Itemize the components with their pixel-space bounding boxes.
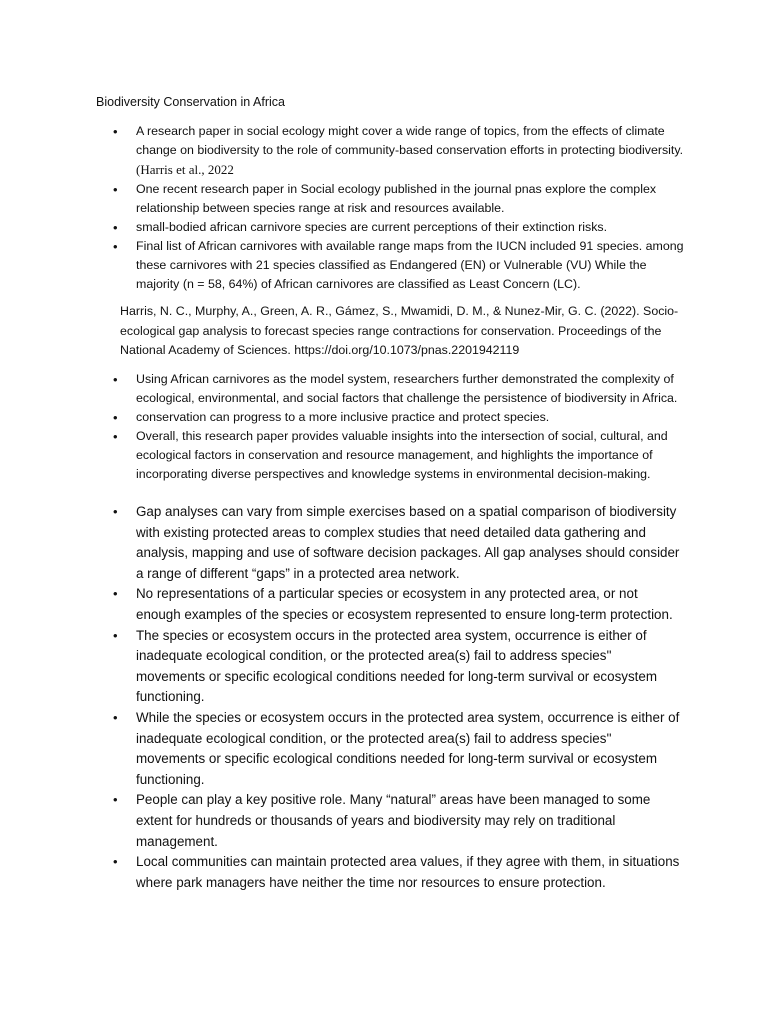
list-item-text: Local communities can maintain protected area values, if they agree with them, in situations where park managers have neither the time nor resources to ensure protection. <box>136 854 680 890</box>
list-item <box>0 626 684 708</box>
bullet-icon: • <box>113 182 118 197</box>
list-item <box>0 180 684 218</box>
list-item <box>0 408 684 427</box>
bullet-icon: • <box>113 709 118 725</box>
list-item <box>0 122 684 180</box>
list-item-text: Overall, this research paper provides valuable insights into the intersection of social, cultural, and ecological factors in conservation and resource management, and highlights the importance of incorporating diverse perspectives and knowledge systems in environmental decision-making. <box>136 429 668 481</box>
inline-citation: (Harris et al., 2022 <box>136 162 234 177</box>
list-item <box>0 708 684 790</box>
bullet-icon: • <box>113 586 118 602</box>
list-item-text: People can play a key positive role. Many “natural” areas have been managed to some extent for hundreds or thousands of years and biodiversity may rely on traditional management. <box>136 792 651 849</box>
list-item <box>0 370 684 408</box>
bullet-icon: • <box>113 372 118 387</box>
list-item-text: Gap analyses can vary from simple exercises based on a spatial comparison of biodiversity with existing protected areas to complex studies that need detailed data gathering and analysis, mapping and use of software decision packages. All gap analyses should consider a range of different “gaps” in a protected area network. <box>136 504 680 581</box>
list-item <box>0 427 684 484</box>
bullet-list-gap-analysis <box>0 502 684 893</box>
document-title: Biodiversity Conservation in Africa <box>96 95 285 109</box>
bullet-icon: • <box>113 792 118 808</box>
list-item-text: Using African carnivores as the model system, researchers further demonstrated the complexity of ecological, environmental, and social factors that challenge the persistence of biodiversity in Africa. <box>136 372 678 405</box>
list-item <box>0 852 684 893</box>
bullet-icon: • <box>113 504 118 519</box>
list-item-text: No representations of a particular species or ecosystem in any protected area, or not enough examples of the species or ecosystem represented to ensure long-term protection. <box>136 586 673 622</box>
list-item-text: small-bodied african carnivore species are current perceptions of their extinction risks. <box>136 220 608 234</box>
reference-citation: Harris, N. C., Murphy, A., Green, A. R., Gámez, S., Mwamidi, D. M., & Nunez-Mir, G. C. (2022). Socio-ecological gap analysis to forecast species range contractions for conservation. Proceedings of the National Academy of Sciences. https://doi.org/10.1073/pnas.2201942119 <box>120 304 679 357</box>
list-item <box>0 584 684 625</box>
list-item-text: Final list of African carnivores with available range maps from the IUCN included 91 species. among these carnivores with 21 species classified as Endangered (EN) or Vulnerable (VU) While the majority (n = 58, 64%) of African carnivores are classified as Least Concern (LC). <box>136 239 684 291</box>
bullet-icon: • <box>113 429 118 444</box>
bullet-icon: • <box>113 239 118 254</box>
list-item-text: The species or ecosystem occurs in the protected area system, occurrence is either of inadequate ecological condition, or the protected area(s) fail to address species'' movements or specific ecological conditions needed for long-term survival or ecosystem functioning. <box>136 627 657 705</box>
bullet-list-findings <box>0 370 684 484</box>
bullet-icon: • <box>113 220 118 235</box>
list-item <box>0 218 684 237</box>
list-item-text: One recent research paper in Social ecology published in the journal pnas explore the complex relationship between species range at risk and resources available. <box>136 182 657 215</box>
bullet-icon: • <box>113 410 118 425</box>
list-item <box>0 790 684 852</box>
list-item <box>0 502 684 584</box>
bullet-list-summary <box>0 122 684 294</box>
list-item-text: A research paper in social ecology might cover a wide range of topics, from the effects of climate change on biodiversity to the role of community-based conservation efforts in protecting biodiversity. <box>136 124 684 157</box>
list-item-text: While the species or ecosystem occurs in the protected area system, occurrence is either of inadequate ecological condition, or the protected area(s) fail to address species'' movements or specific ecological conditions needed for long-term survival or ecosystem functioning. <box>136 709 680 787</box>
list-item <box>0 237 684 294</box>
bullet-icon: • <box>113 627 118 643</box>
bullet-icon: • <box>113 854 118 870</box>
bullet-icon: • <box>113 124 118 139</box>
list-item-text: conservation can progress to a more inclusive practice and protect species. <box>136 410 550 424</box>
